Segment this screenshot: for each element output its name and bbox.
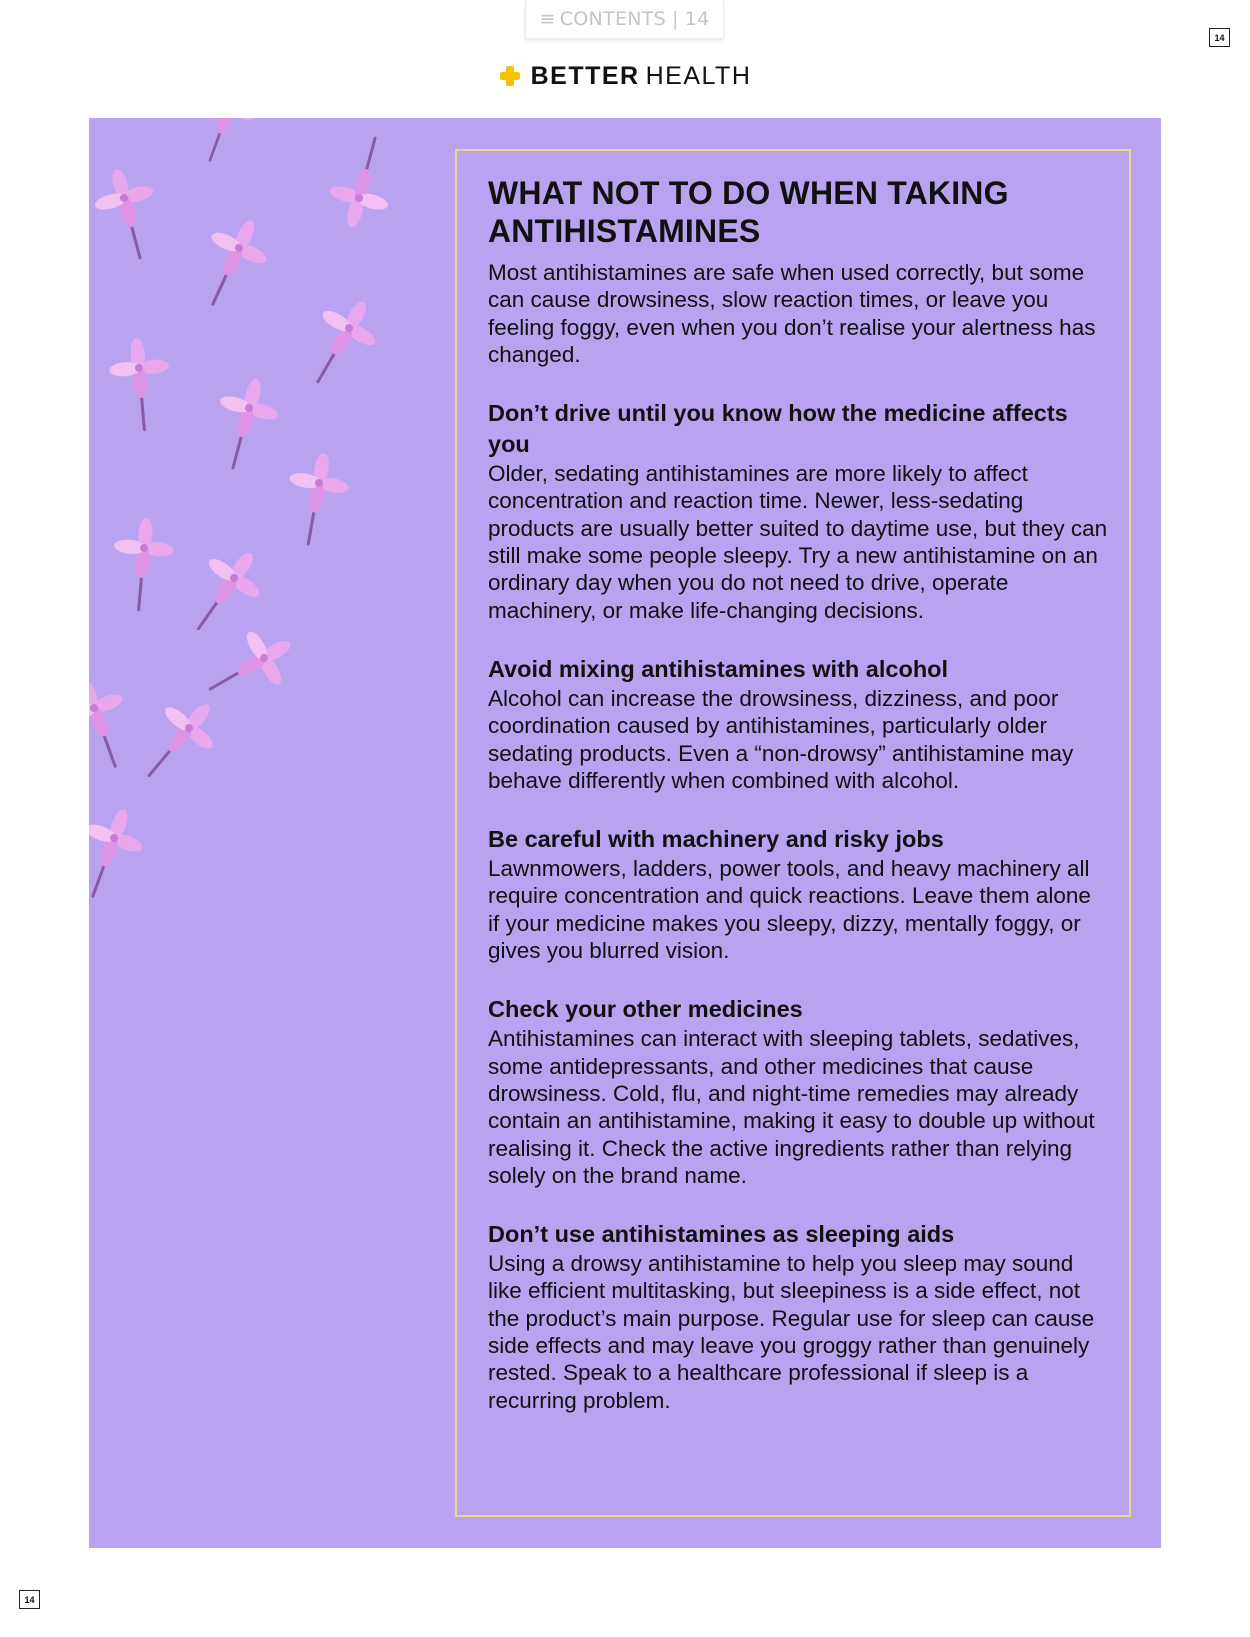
section-machinery bbox=[488, 824, 1108, 964]
section-body: Alcohol can increase the drowsiness, dizziness, and poor coordination caused by antihistamines, particularly older sedating products. Even a “non-drowsy” antihistamine may behave differently when combined with alcohol. bbox=[488, 685, 1074, 793]
section-other-medicines bbox=[488, 994, 1108, 1189]
article-title: WHAT NOT TO DO WHEN TAKING ANTIHISTAMINES bbox=[488, 175, 1009, 249]
section-heading: Don’t drive until you know how the medicine affects you bbox=[488, 400, 1068, 458]
contents-tab[interactable] bbox=[525, 0, 724, 39]
brand-name-bold: BETTER bbox=[530, 62, 640, 90]
section-dont-drive bbox=[488, 398, 1108, 624]
section-body: Older, sedating antihistamines are more likely to affect concentration and reaction time. Newer, less-sedating products are usually better suited to daytime use, but they can still make some people sleepy. Try a new antihistamine on an ordinary day when you do not need to drive, operate machinery, or make life-changing decisions. bbox=[488, 461, 1108, 623]
lilac-flowers-image bbox=[89, 118, 449, 938]
section-body: Using a drowsy antihistamine to help you sleep may sound like efficient multitasking, but sleepiness is a side effect, not the product’s main purpose. Regular use for sleep can cause side effects and may leave you groggy rather than genuinely rested. Speak to a healthcare professional if sleep is a recurring problem. bbox=[488, 1251, 1095, 1413]
section-sleeping-aids bbox=[488, 1219, 1108, 1414]
section-body: Lawnmowers, ladders, power tools, and heavy machinery all require concentration and quick reactions. Leave them alone if your medicine makes you sleepy, dizzy, mentally foggy, or gives you blurred vision. bbox=[488, 856, 1091, 964]
section-alcohol bbox=[488, 654, 1108, 794]
section-heading: Be careful with machinery and risky jobs bbox=[488, 826, 944, 853]
hamburger-icon: ≡ bbox=[539, 8, 556, 30]
page-number-badge-bottom[interactable]: 14 bbox=[19, 1590, 40, 1609]
separator: | bbox=[672, 8, 679, 30]
section-body: Antihistamines can interact with sleeping tablets, sedatives, some antidepressants, and other medicines that cause drowsiness. Cold, flu, and night-time remedies may already contain an antihistamine, making it easy to double up without realising it. Check the active ingredients rather than relying solely on the brand name. bbox=[488, 1026, 1095, 1188]
brand-name-light: HEALTH bbox=[645, 62, 752, 90]
page-number-badge-top[interactable]: 14 bbox=[1209, 28, 1230, 47]
section-heading: Don’t use antihistamines as sleeping aids bbox=[488, 1221, 955, 1248]
cross-icon bbox=[499, 65, 521, 94]
contents-page-number: 14 bbox=[684, 8, 710, 30]
section-heading: Avoid mixing antihistamines with alcohol bbox=[488, 655, 949, 682]
section-heading: Check your other medicines bbox=[488, 996, 803, 1023]
contents-label: CONTENTS bbox=[559, 8, 667, 30]
article-content bbox=[488, 174, 1108, 1414]
article-intro: Most antihistamines are safe when used correctly, but some can cause drowsiness, slow reaction times, or leave you feeling foggy, even when you don’t realise your alertness has changed. bbox=[488, 260, 1096, 367]
brand-header bbox=[0, 62, 1250, 94]
article-panel bbox=[89, 118, 1161, 1548]
